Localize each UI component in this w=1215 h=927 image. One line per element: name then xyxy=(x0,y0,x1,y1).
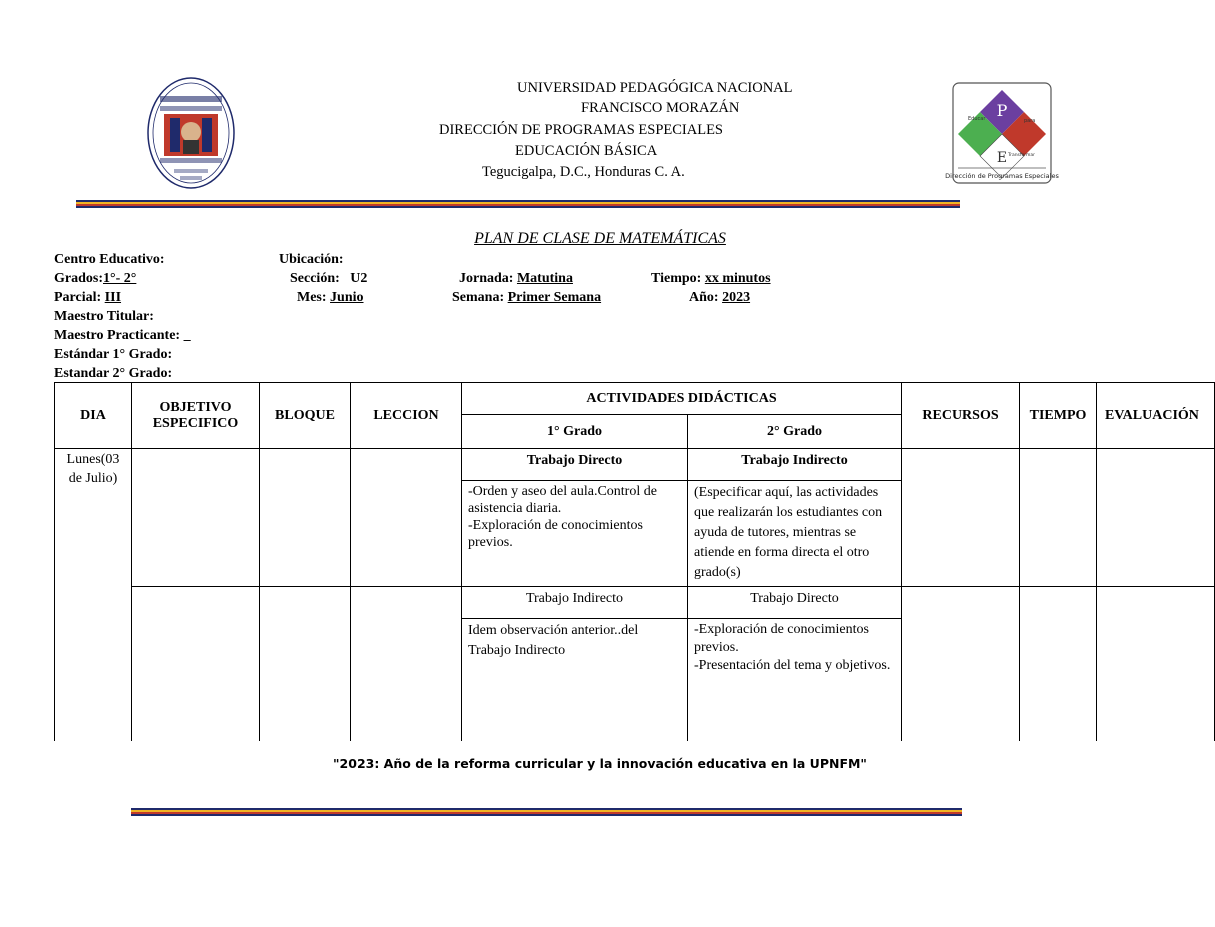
svg-text:E: E xyxy=(996,150,1008,166)
evaluacion-cell-1 xyxy=(1097,449,1215,587)
maestro-practicante-label: Maestro Practicante: _ xyxy=(54,328,191,343)
row2-grado2-title-cell xyxy=(688,587,902,619)
grados-value: 1°- 2° xyxy=(103,271,137,286)
header-education: EDUCACIÓN BÁSICA xyxy=(515,143,658,159)
semana-label: Semana: xyxy=(452,290,505,305)
row1-grado1-activities: -Orden y aseo del aula.Control de asistencia diaria. -Exploración de conocimientos previos. xyxy=(468,484,657,550)
lesson-plan-table xyxy=(54,382,1215,741)
mes-field xyxy=(297,290,364,306)
footer-quote: "2023: Año de la reforma curricular y la innovación educativa en la UPNFM" xyxy=(333,756,867,771)
svg-text:P: P xyxy=(996,101,1008,120)
seccion-field xyxy=(290,271,367,287)
parcial-value: III xyxy=(104,290,122,305)
row2-grado1-activities-cell xyxy=(462,619,688,741)
mes-label: Mes: xyxy=(297,290,327,305)
header-location: Tegucigalpa, D.C., Honduras C. A. xyxy=(482,164,685,180)
row2-grado2-title: Trabajo Directo xyxy=(750,591,839,606)
header-university-name: UNIVERSIDAD PEDAGÓGICA NACIONAL xyxy=(517,80,793,96)
semana-field xyxy=(452,290,601,306)
header-actividades: ACTIVIDADES DIDÁCTICAS xyxy=(462,383,902,415)
recursos-cell-1 xyxy=(902,449,1020,587)
row1-grado2-title: Trabajo Indirecto xyxy=(741,453,848,468)
seccion-label: Sección: xyxy=(290,271,340,286)
centro-educativo-label: Centro Educativo: xyxy=(54,252,165,267)
programs-direction-logo xyxy=(945,82,1059,184)
header-leccion: LECCION xyxy=(351,383,462,449)
objetivo-cell-1 xyxy=(132,449,260,587)
grados-field xyxy=(54,271,136,287)
row2-grado2-activities: -Exploración de conocimientos previos. -Presentación del tema y objetivos. xyxy=(694,622,891,673)
header-objetivo: OBJETIVO ESPECIFICO xyxy=(132,383,260,449)
header-evaluacion: EVALUACIÓN xyxy=(1097,383,1215,449)
row1-grado2-activities-cell xyxy=(688,481,902,587)
row2-grado1-title: Trabajo Indirecto xyxy=(525,591,624,606)
header-university-name-2: FRANCISCO MORAZÁN xyxy=(581,100,740,116)
university-seal-logo xyxy=(146,76,236,190)
dia-value: Lunes(03 de Julio) xyxy=(66,452,120,486)
estandar-2-label: Estandar 2° Grado: xyxy=(54,366,173,381)
parcial-field xyxy=(54,290,121,306)
anio-value: 2023 xyxy=(722,290,751,305)
row1-grado2-title-cell xyxy=(688,449,902,481)
mes-value: Junio xyxy=(330,290,364,305)
ubicacion-label: Ubicación: xyxy=(279,252,344,267)
estandar-1-label: Estándar 1° Grado: xyxy=(54,347,173,362)
tiempo-field xyxy=(651,271,771,287)
header-bloque: BLOQUE xyxy=(260,383,351,449)
bloque-cell-2 xyxy=(260,587,351,741)
semana-value: Primer Semana xyxy=(507,290,602,305)
parcial-label: Parcial: xyxy=(54,290,102,305)
header-tiempo: TIEMPO xyxy=(1020,383,1097,449)
leccion-cell-1 xyxy=(351,449,462,587)
row2-grado1-activities: Idem observación anterior..del Trabajo Indirecto xyxy=(468,623,639,658)
header-grado-1: 1° Grado xyxy=(462,415,688,449)
logo-caption: Dirección de Programas Especiales xyxy=(945,172,1059,180)
jornada-label: Jornada: xyxy=(459,271,514,286)
tiempo-cell-2 xyxy=(1020,587,1097,741)
row1-grado1-title: Trabajo Directo xyxy=(526,453,623,468)
plan-title: PLAN DE CLASE DE MATEMÁTICAS xyxy=(474,230,726,247)
row1-grado1-title-cell xyxy=(462,449,688,481)
seccion-value: U2 xyxy=(350,271,368,286)
anio-label: Año: xyxy=(689,290,719,305)
header-recursos: RECURSOS xyxy=(902,383,1020,449)
grados-label: Grados: xyxy=(54,271,103,286)
top-color-band xyxy=(76,200,960,208)
maestro-titular-label: Maestro Titular: xyxy=(54,309,154,324)
jornada-field xyxy=(459,271,573,287)
tiempo-cell-1 xyxy=(1020,449,1097,587)
row1-grado2-activities: (Especificar aquí, las actividades que realizarán los estudiantes con ayuda de tutores, mientras se atiende en forma directa el otro grado(s) xyxy=(694,485,883,580)
bottom-color-band xyxy=(131,808,962,816)
tiempo-value: xx minutos xyxy=(704,271,771,286)
header-grado-2: 2° Grado xyxy=(688,415,902,449)
dia-cell xyxy=(55,449,132,741)
leccion-cell-2 xyxy=(351,587,462,741)
logo-word-para: para xyxy=(1024,118,1036,124)
anio-field xyxy=(689,290,750,306)
objetivo-cell-2 xyxy=(132,587,260,741)
row2-grado1-title-cell xyxy=(462,587,688,619)
tiempo-label: Tiempo: xyxy=(651,271,702,286)
jornada-value: Matutina xyxy=(516,271,573,286)
row2-grado2-activities-cell xyxy=(688,619,902,741)
evaluacion-cell-2 xyxy=(1097,587,1215,741)
header-direction: DIRECCIÓN DE PROGRAMAS ESPECIALES xyxy=(439,122,723,138)
row1-grado1-activities-cell xyxy=(462,481,688,587)
header-dia: DIA xyxy=(55,383,132,449)
logo-word-educar: Educar xyxy=(968,116,986,122)
bloque-cell-1 xyxy=(260,449,351,587)
logo-word-transformar: Transformar xyxy=(1008,153,1035,158)
recursos-cell-2 xyxy=(902,587,1020,741)
